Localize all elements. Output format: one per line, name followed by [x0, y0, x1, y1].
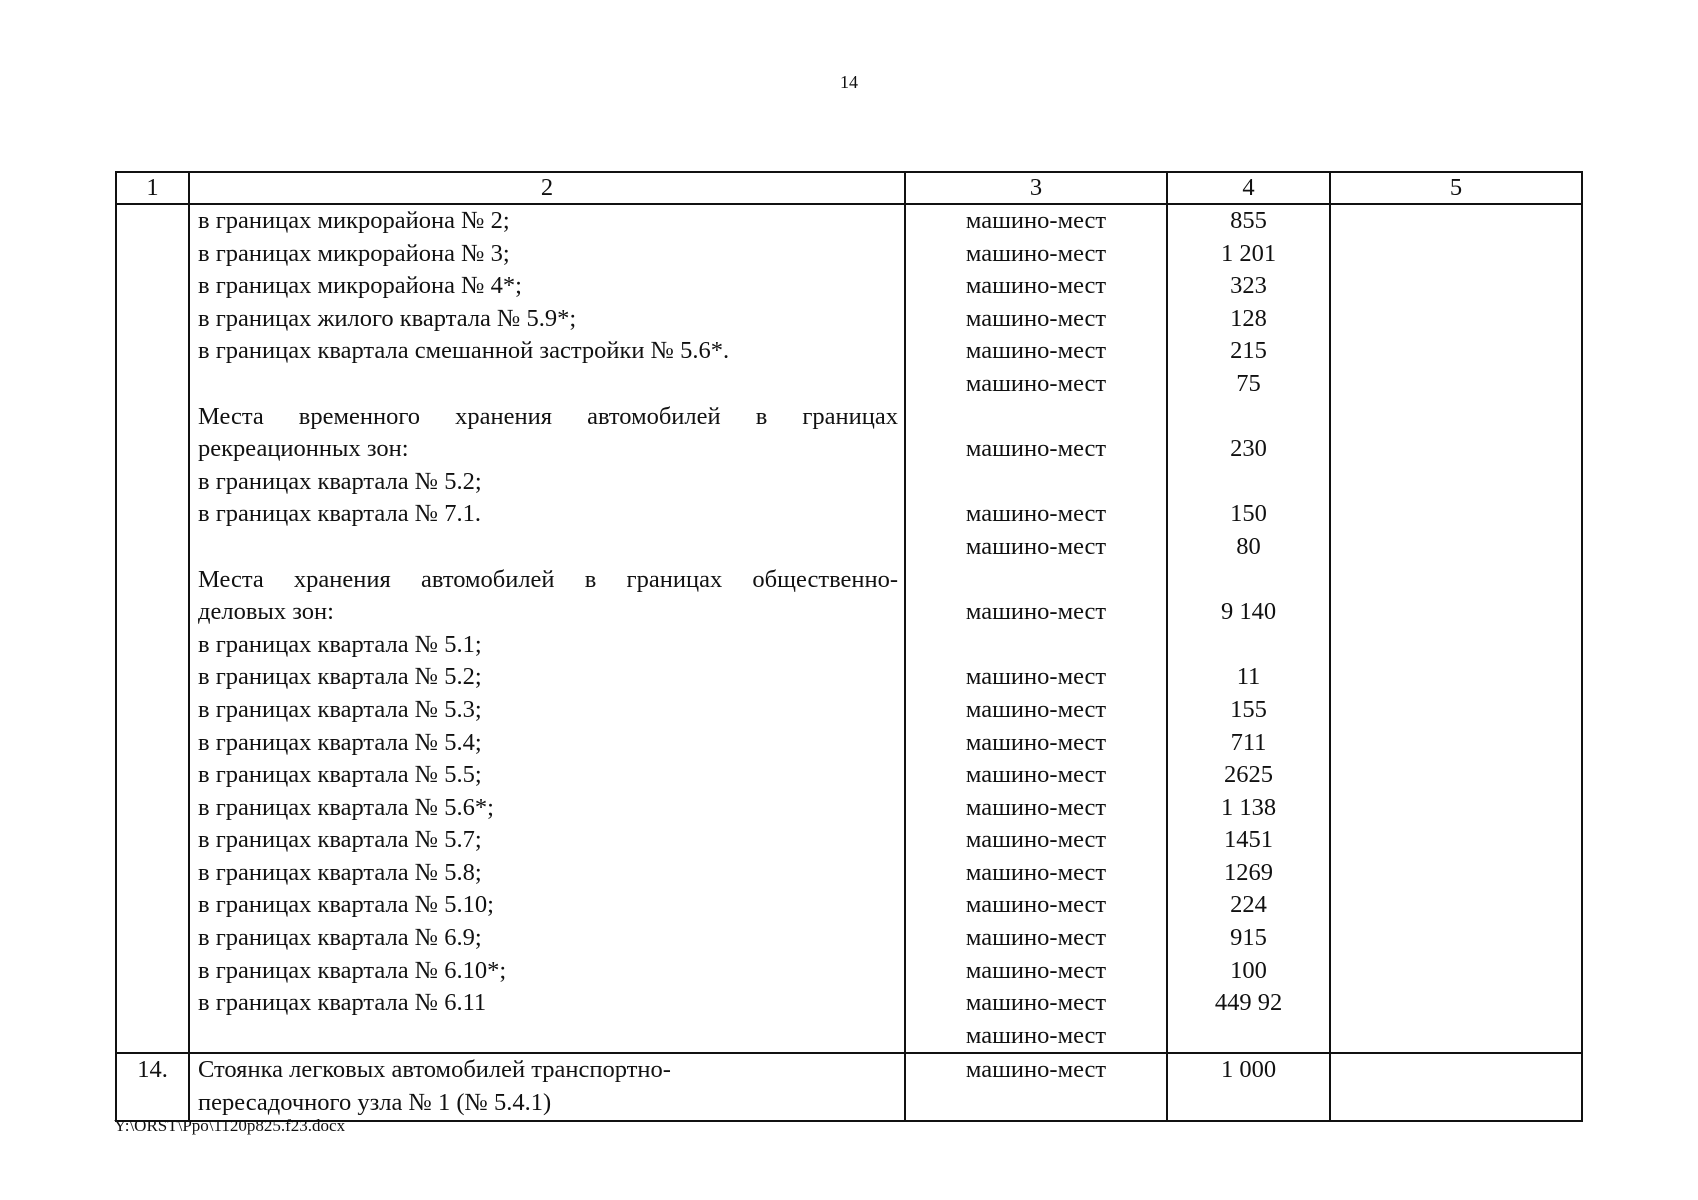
- blank-line: [906, 401, 1166, 434]
- description-line: в границах квартала № 6.10*;: [198, 956, 507, 984]
- value-text: 323: [1230, 272, 1267, 300]
- unit-text: машино-мест: [965, 435, 1107, 463]
- description-line: в границах квартала № 5.2;: [198, 663, 482, 691]
- unit-cell: [905, 204, 1167, 1053]
- value-text: 128: [1230, 304, 1267, 332]
- header-col-3: 3: [905, 172, 1167, 204]
- value-text: 1451: [1224, 826, 1273, 854]
- blank-line: [198, 368, 898, 401]
- unit-text: машино-мест: [965, 695, 1107, 723]
- description-line: в границах квартала № 5.6*;: [198, 793, 494, 821]
- value-text: 1 000: [1220, 1056, 1277, 1084]
- description-line: в границах квартала № 5.4;: [198, 728, 482, 756]
- unit-text: машино-мест: [965, 826, 1107, 854]
- description-line: в границах микрорайона № 2;: [198, 207, 510, 234]
- description-line: рекреационных зон:: [198, 435, 409, 463]
- value-text: 449 92: [1214, 989, 1283, 1017]
- description-line: Стоянка легковых автомобилей транспортно-: [198, 1056, 671, 1084]
- unit-text: машино-мест: [965, 989, 1107, 1017]
- value-text: 150: [1230, 500, 1267, 528]
- table-row-14: [116, 1053, 1582, 1120]
- description-line: в границах жилого квартала № 5.9*;: [198, 304, 577, 332]
- description-cell: [189, 1053, 905, 1120]
- value-cell: [1167, 1053, 1330, 1120]
- value-text: 9 140: [1220, 598, 1277, 626]
- blank-line: [1168, 401, 1329, 434]
- notes-cell: [1330, 1053, 1582, 1120]
- unit-text: машино-мест: [965, 598, 1107, 626]
- notes-cell: [1330, 204, 1582, 1053]
- file-path-footer: Y:\ORST\Ppo\1120p825.f23.docx: [114, 1116, 346, 1135]
- description-line: деловых зон:: [198, 598, 334, 626]
- value-text: 855: [1230, 207, 1267, 234]
- blank-line: [906, 564, 1166, 597]
- description-line: в границах квартала № 6.9;: [198, 924, 482, 952]
- unit-text: машино-мест: [965, 532, 1107, 560]
- value-text: 11: [1236, 663, 1261, 691]
- value-text: 155: [1230, 695, 1267, 723]
- value-text: 1269: [1224, 858, 1273, 886]
- unit-text: машино-мест: [965, 663, 1107, 691]
- description-cell: [189, 204, 905, 1053]
- description-line: в границах квартала № 5.8;: [198, 858, 482, 886]
- unit-text: машино-мест: [965, 500, 1107, 528]
- value-text: 215: [1230, 337, 1267, 365]
- unit-text: машино-мест: [965, 1021, 1107, 1049]
- unit-text: машино-мест: [965, 956, 1107, 984]
- row-number-cell: [116, 204, 189, 1053]
- unit-text: машино-мест: [965, 793, 1107, 821]
- value-text: 230: [1230, 435, 1267, 463]
- header-col-4: 4: [1167, 172, 1330, 204]
- unit-text: машино-мест: [965, 891, 1107, 919]
- description-line: в границах квартала № 5.3;: [198, 695, 482, 723]
- value-text: 80: [1236, 532, 1261, 560]
- description-line: в границах квартала смешанной застройки № 5.6*.: [198, 337, 730, 365]
- description-line: Места временного хранения автомобилей в границах: [198, 402, 898, 430]
- page-number: 14: [840, 72, 858, 92]
- unit-cell: [905, 1053, 1167, 1120]
- value-text: 1 201: [1220, 239, 1277, 267]
- blank-line: [198, 531, 898, 564]
- description-line: в границах квартала № 5.7;: [198, 826, 482, 854]
- unit-text: машино-мест: [965, 858, 1107, 886]
- unit-text: машино-мест: [965, 337, 1107, 365]
- blank-line: [1168, 466, 1329, 499]
- value-text: 224: [1230, 891, 1267, 919]
- description-line: в границах квартала № 5.1;: [198, 630, 482, 658]
- unit-text: машино-мест: [965, 207, 1107, 234]
- header-col-5: 5: [1330, 172, 1582, 204]
- unit-text: машино-мест: [965, 1056, 1107, 1084]
- unit-text: машино-мест: [965, 761, 1107, 789]
- blank-line: [198, 1020, 898, 1053]
- description-line: в границах микрорайона № 4*;: [198, 272, 522, 300]
- table-row: [116, 204, 1582, 1053]
- unit-text: машино-мест: [965, 304, 1107, 332]
- unit-text: машино-мест: [965, 924, 1107, 952]
- unit-text: машино-мест: [965, 369, 1107, 397]
- description-line: пересадочного узла № 1 (№ 5.4.1): [198, 1089, 552, 1117]
- value-cell: [1167, 204, 1330, 1053]
- unit-text: машино-мест: [965, 728, 1107, 756]
- blank-line: [906, 629, 1166, 662]
- value-text: 1 138: [1220, 793, 1277, 821]
- header-col-1: 1: [116, 172, 189, 204]
- row-number-cell: [116, 1053, 189, 1120]
- blank-line: [906, 466, 1166, 499]
- description-line: в границах квартала № 5.10;: [198, 891, 494, 919]
- description-line: в границах квартала № 5.2;: [198, 467, 482, 495]
- value-text: 75: [1236, 369, 1261, 397]
- unit-text: машино-мест: [965, 239, 1107, 267]
- description-line: в границах квартала № 6.11: [198, 989, 487, 1017]
- blank-line: [1168, 564, 1329, 597]
- value-text: 100: [1230, 956, 1267, 984]
- blank-line: [1168, 629, 1329, 662]
- unit-text: машино-мест: [965, 272, 1107, 300]
- description-line: в границах микрорайона № 3;: [198, 239, 510, 267]
- description-line: в границах квартала № 7.1.: [198, 500, 481, 528]
- header-col-2: 2: [189, 172, 905, 204]
- blank-line: [1168, 1020, 1329, 1053]
- row-number: 14.: [137, 1056, 168, 1084]
- value-text: 915: [1230, 924, 1267, 952]
- header-row: [116, 172, 1582, 204]
- data-table: [115, 171, 1583, 1122]
- value-text: 2625: [1224, 761, 1273, 789]
- description-line: Места хранения автомобилей в границах общественно-: [198, 565, 898, 593]
- value-text: 711: [1230, 728, 1267, 756]
- description-line: в границах квартала № 5.5;: [198, 761, 482, 789]
